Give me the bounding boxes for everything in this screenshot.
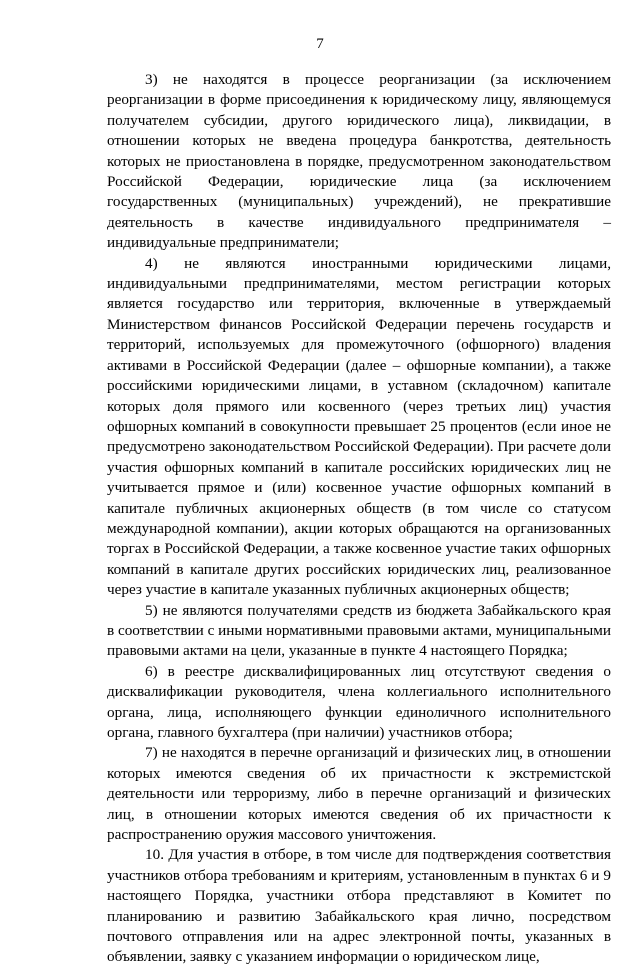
paragraph-item-3: 3) не находятся в процессе реорганизации (за исключением реорганизации в форме присоединения к юридическому лицу, являющемуся получателем субсидии, другого юридического лица), ликвидации, в отношении которых не введена процедура банкротства, деятельность которых не приостановлена в порядке, предусмотренном законодательством Российской Федерации, юридические лица (за исключением государственных (муниципальных) учреждений), не прекратившие деятельность в качестве индивидуального предпринимателя – индивидуальные предприниматели; (107, 71, 611, 252)
paragraph-item-7: 7) не находятся в перечне организаций и физических лиц, в отношении которых имеются сведения об их причастности к экстремистской деятельности или терроризму, либо в перечне организаций и физических лиц, в отношении которых имеются сведения об их причастности к распространению оружия массового уничтожения. (107, 744, 611, 844)
paragraph-item-5: 5) не являются получателями средств из бюджета Забайкальского края в соответствии с иными нормативными правовыми актами, муниципальными правовыми актами на цели, указанные в пункте 4 настоящего Порядка; (107, 601, 611, 660)
paragraph-item-4: 4) не являются иностранными юридическими лицами, индивидуальными предпринимателями, местом регистрации которых является государство или территория, включенные в утверждаемый Министерством финансов Российской Федерации перечень государств и территорий, используемых для промежуточного (офшорного) владения активами в Российской Федерации (далее – офшорные компании), а также российскими юридическими лицами, в уставном (складочном) капитале которых доля прямого или косвенного (через третьих лиц) участия офшорных компаний в совокупности превышает 25 процентов (если иное не предусмотрено законодательством Российской Федерации). При расчете доли участия офшорных компаний в капитале российских юридических лиц не учитывается прямое и (или) косвенное участие офшорных компаний в капитале публичных акционерных обществ (в том числе со статусом международной компании), акции которых обращаются на организованных торгах в Российской Федерации, а также косвенное участие таких офшорных компаний в капитале других российских юридических лиц, реализованное через участие в капитале указанных публичных акционерных обществ; (107, 254, 612, 599)
paragraph-section-10: 10. Для участия в отборе, в том числе для подтверждения соответствия участников отбора требованиям и критериям, установленным в пунктах 6 и 9 настоящего Порядка, участники отбора представляют в Комитет по планированию и развитию Забайкальского края лично, посредством почтового отправления или на адрес электронной почты, указанных в объявлении, заявку с указанием информации о юридическом лице, (107, 846, 611, 966)
page-number: 7 (316, 36, 324, 52)
document-body (107, 70, 611, 968)
paragraph-item-6: 6) в реестре дисквалифицированных лиц отсутствуют сведения о дисквалификации руководителя, члена коллегиального исполнительного органа, лица, исполняющего функции единоличного исполнительного органа, главного бухгалтера (при наличии) участников отбора; (107, 662, 611, 741)
